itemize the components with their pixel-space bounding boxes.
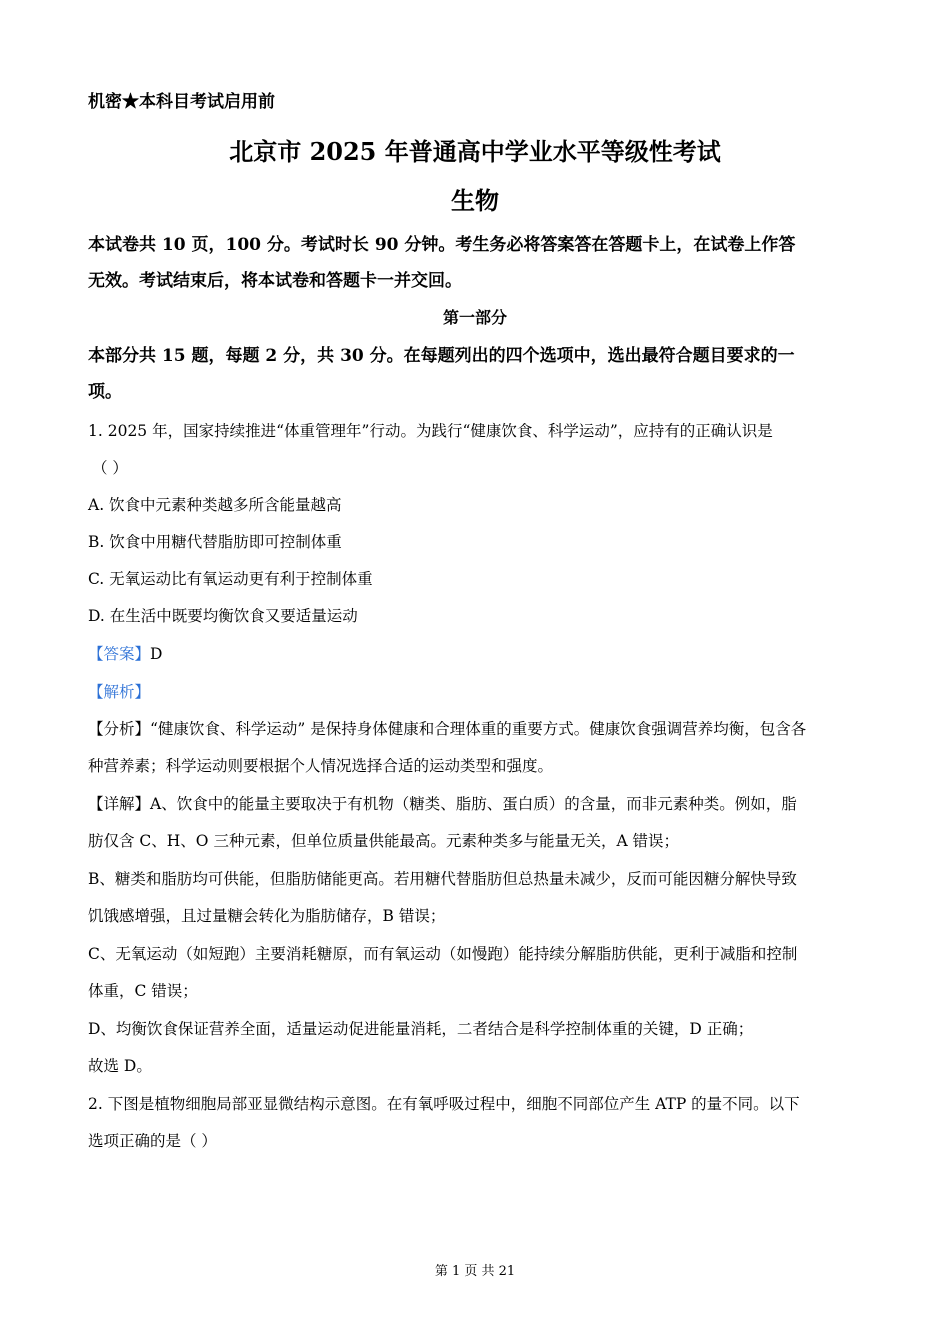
xiangjie-line-4: 饥饿感增强，且过量糖会转化为脂肪储存，B 错误； [88, 907, 446, 925]
q2-stem-line-2: 选项正确的是（ ） [88, 1132, 217, 1150]
answer-value: D [150, 645, 163, 663]
part-desc-line-2: 项。 [88, 382, 122, 402]
fenxi-line-1: 【分析】“健康饮食、科学运动” 是保持身体健康和合理体重的重要方式。健康饮食强调营养均衡，包含各 [88, 720, 807, 738]
q1-option-a: A. 饮食中元素种类越多所含能量越高 [88, 496, 342, 514]
q1-stem-line-1: 1. 2025 年，国家持续推进“体重管理年”行动。为践行“健康饮食、科学运动”，应持有的正确认识是 [88, 422, 773, 440]
xiangjie-line-3: B、糖类和脂肪均可供能，但脂肪储能更高。若用糖代替脂肪但总热量未减少，反而可能因糖分解快导致 [88, 870, 797, 888]
xiangjie-line-2: 肪仅含 C、H、O 三种元素，但单位质量供能最高。元素种类多与能量无关，A 错误； [88, 832, 680, 850]
q1-answer [88, 644, 162, 664]
exam-title: 北京市 2025 年普通高中学业水平等级性考试 [229, 137, 721, 166]
q1-stem-line-2: （ ） [92, 459, 128, 477]
instructions-line-2: 无效。考试结束后，将本试卷和答题卡一并交回。 [88, 271, 462, 291]
q1-option-b: B. 饮食中用糖代替脂肪即可控制体重 [88, 533, 342, 551]
q2-stem-line-1: 2. 下图是植物细胞局部亚显微结构示意图。在有氧呼吸过程中，细胞不同部位产生 ATP 的量不同。以下 [88, 1095, 800, 1113]
xiangjie-line-6: 体重，C 错误； [88, 982, 198, 1000]
answer-label: 【答案】 [88, 645, 151, 663]
confidential-label: 机密★本科目考试启用前 [88, 92, 275, 112]
q1-option-d: D. 在生活中既要均衡饮食又要适量运动 [88, 607, 358, 625]
xiangjie-line-1: 【详解】A、饮食中的能量主要取决于有机物（糖类、脂肪、蛋白质）的含量，而非元素种类。例如，脂 [88, 795, 797, 813]
page-footer: 第 1 页 共 21 [434, 1264, 516, 1279]
part-title: 第一部分 [442, 308, 507, 327]
subject-title: 生物 [451, 186, 499, 215]
instructions-line-1: 本试卷共 10 页，100 分。考试时长 90 分钟。考生务必将答案答在答题卡上，在试卷上作答 [88, 235, 796, 255]
q1-option-c: C. 无氧运动比有氧运动更有利于控制体重 [88, 570, 373, 588]
fenxi-line-2: 种营养素；科学运动则要根据个人情况选择合适的运动类型和强度。 [88, 757, 554, 775]
analysis-label: 【解析】 [88, 683, 151, 701]
xiangjie-line-5: C、无氧运动（如短跑）主要消耗糖原，而有氧运动（如慢跑）能持续分解脂肪供能，更利于减脂和控制 [88, 945, 798, 963]
xiangjie-line-7: D、均衡饮食保证营养全面，适量运动促进能量消耗，二者结合是科学控制体重的关键，D 正确； [88, 1020, 754, 1038]
xiangjie-line-8: 故选 D。 [88, 1057, 152, 1075]
part-desc-line-1: 本部分共 15 题，每题 2 分，共 30 分。在每题列出的四个选项中，选出最符合题目要求的一 [88, 346, 795, 366]
